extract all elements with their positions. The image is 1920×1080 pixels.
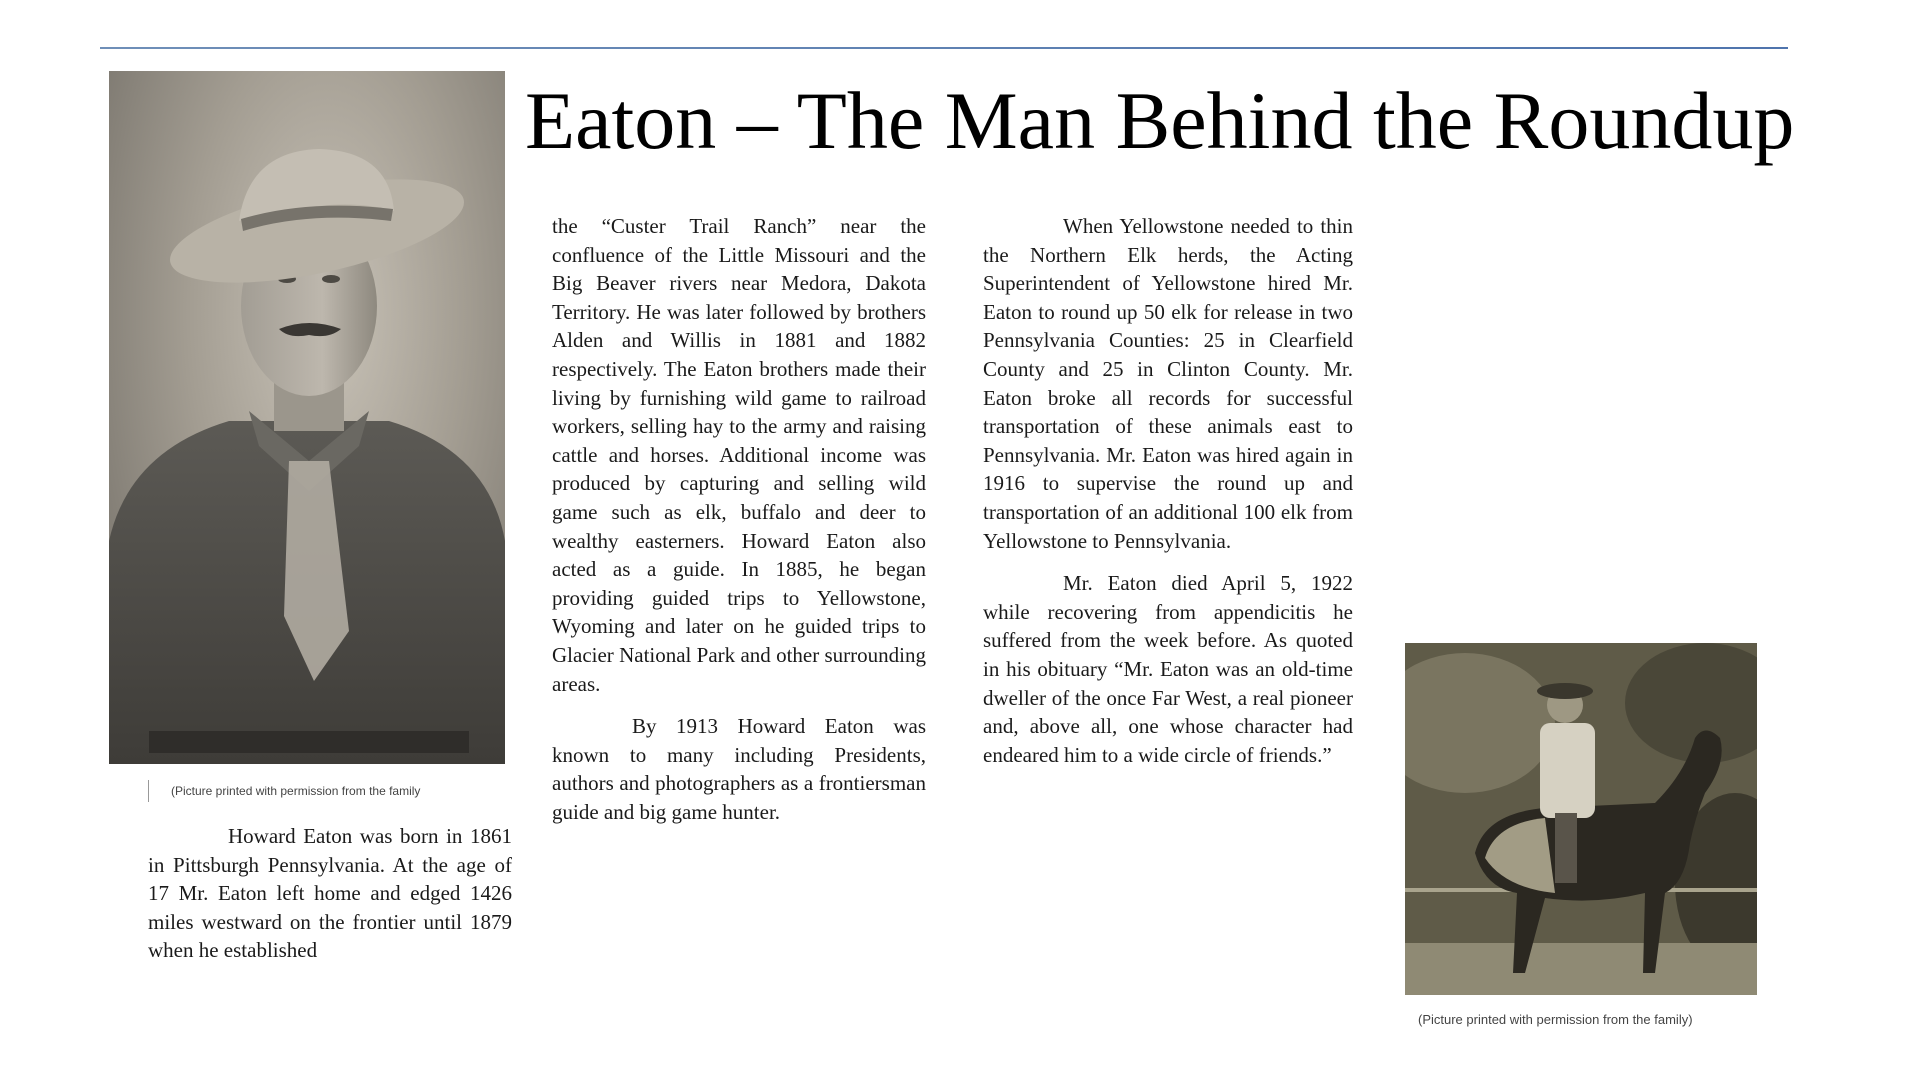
article-paragraph: Howard Eaton was born in 1861 in Pittsburgh Pennsylvania. At the age of 17 Mr. Eaton left home and edged 1426 miles westward on the frontier until 1879 when he established — [148, 824, 512, 963]
article-column-1 — [148, 822, 512, 979]
portrait-photo — [109, 71, 505, 764]
horse-illustration — [1405, 643, 1757, 995]
article-column-2 — [552, 212, 926, 840]
article-paragraph: Mr. Eaton died April 5, 1922 while recovering from appendicitis he suffered from the week before. As quoted in his obituary “Mr. Eaton was an old-time dweller of the once Far West, a real pioneer and, above all, one whose character had endeared him to a wide circle of friends.” — [983, 571, 1353, 767]
portrait-caption: (Picture printed with permission from the family — [148, 780, 420, 802]
portrait-illustration — [109, 71, 505, 764]
top-rule-divider — [100, 47, 1788, 49]
page-title: Eaton – The Man Behind the Roundup — [525, 75, 1795, 166]
horse-photo — [1405, 643, 1757, 995]
horse-caption: (Picture printed with permission from the family) — [1418, 1012, 1693, 1027]
article-paragraph: the “Custer Trail Ranch” near the confluence of the Little Missouri and the Big Beaver rivers near Medora, Dakota Territory. He was later followed by brothers Alden and Willis in 1881 and 1882 respectively. The Eaton brothers made their living by furnishing wild game to railroad workers, selling hay to the army and raising cattle and horses. Additional income was produced by capturing and selling wild game such as elk, buffalo and deer to wealthy easterners. Howard Eaton also acted as a guide. In 1885, he began providing guided trips to Yellowstone, Wyoming and later on he guided trips to Glacier National Park and other surrounding areas. — [552, 214, 926, 696]
article-paragraph: When Yellowstone needed to thin the Northern Elk herds, the Acting Superintendent of Yellowstone hired Mr. Eaton to round up 50 elk for release in two Pennsylvania Counties: 25 in Clearfield County and 25 in Clinton County. Mr. Eaton broke all records for successful transportation of these animals east to Pennsylvania. Mr. Eaton was hired again in 1916 to supervise the round up and transportation of an additional 100 elk from Yellowstone to Pennsylvania. — [983, 214, 1353, 553]
article-paragraph: By 1913 Howard Eaton was known to many including Presidents, authors and photographers as a frontiersman guide and big game hunter. — [552, 714, 926, 824]
article-column-3 — [983, 212, 1353, 783]
